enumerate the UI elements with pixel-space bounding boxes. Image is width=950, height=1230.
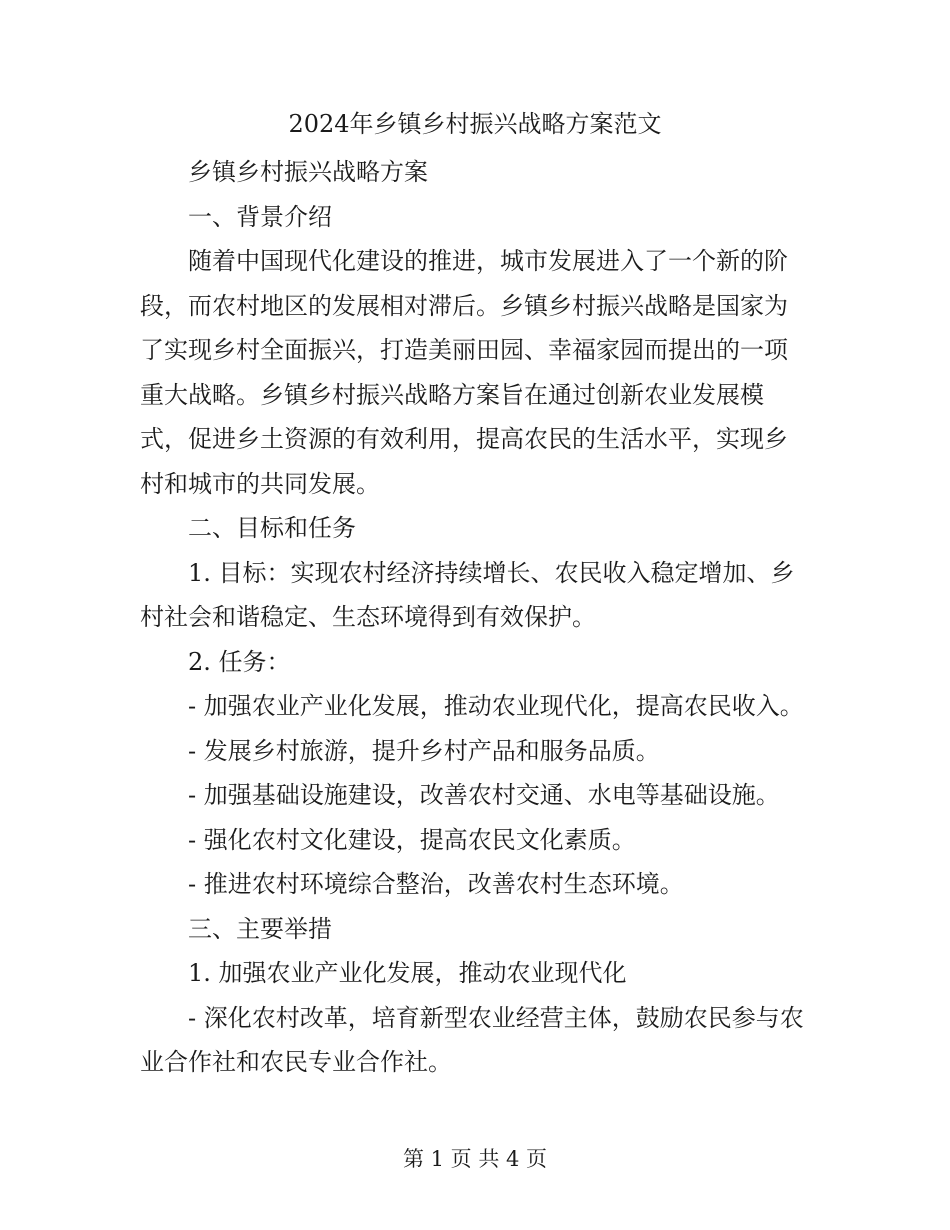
- paragraph: - 发展乡村旅游，提升乡村产品和服务品质。: [188, 736, 660, 765]
- paragraph: 三、主要举措: [188, 914, 332, 943]
- paragraph: - 强化农村文化建设，提高农民文化素质。: [188, 825, 636, 854]
- paragraph: - 深化农村改革，培育新型农业经营主体，鼓励农民参与农业合作社和农民专业合作社。: [140, 1003, 804, 1076]
- paragraph: 1. 目标：实现农村经济持续增长、农民收入稳定增加、乡村社会和谐稳定、生态环境得到有效保护。: [140, 558, 795, 631]
- paragraph: - 加强农业产业化发展，推动农业现代化，提高农民收入。: [188, 692, 804, 720]
- paragraph: 二、目标和任务: [188, 514, 356, 542]
- paragraph: 2. 任务：: [188, 647, 291, 676]
- document-body: [140, 150, 810, 1085]
- paragraph: 一、背景介绍: [188, 202, 332, 231]
- paragraph: - 加强基础设施建设，改善农村交通、水电等基础设施。: [188, 781, 780, 809]
- page-footer: 第 1 页 共 4 页: [402, 1147, 548, 1171]
- paragraph: 1. 加强农业产业化发展，推动农业现代化: [188, 959, 627, 987]
- document-title: 2024年乡镇乡村振兴战略方案范文: [288, 110, 662, 138]
- paragraph: - 推进农村环境综合整治，改善农村生态环境。: [188, 870, 684, 898]
- paragraph: 乡镇乡村振兴战略方案: [188, 158, 428, 186]
- paragraph: 随着中国现代化建设的推进，城市发展进入了一个新的阶段，而农村地区的发展相对滞后。乡镇乡村振兴战略是国家为了实现乡村全面振兴，打造美丽田园、幸福家园而提出的一项重大战略。乡镇乡村振兴战略方案旨在通过创新农业发展模式，促进乡土资源的有效利用，提高农民的生活水平，实现乡村和城市的共同发展。: [140, 247, 788, 498]
